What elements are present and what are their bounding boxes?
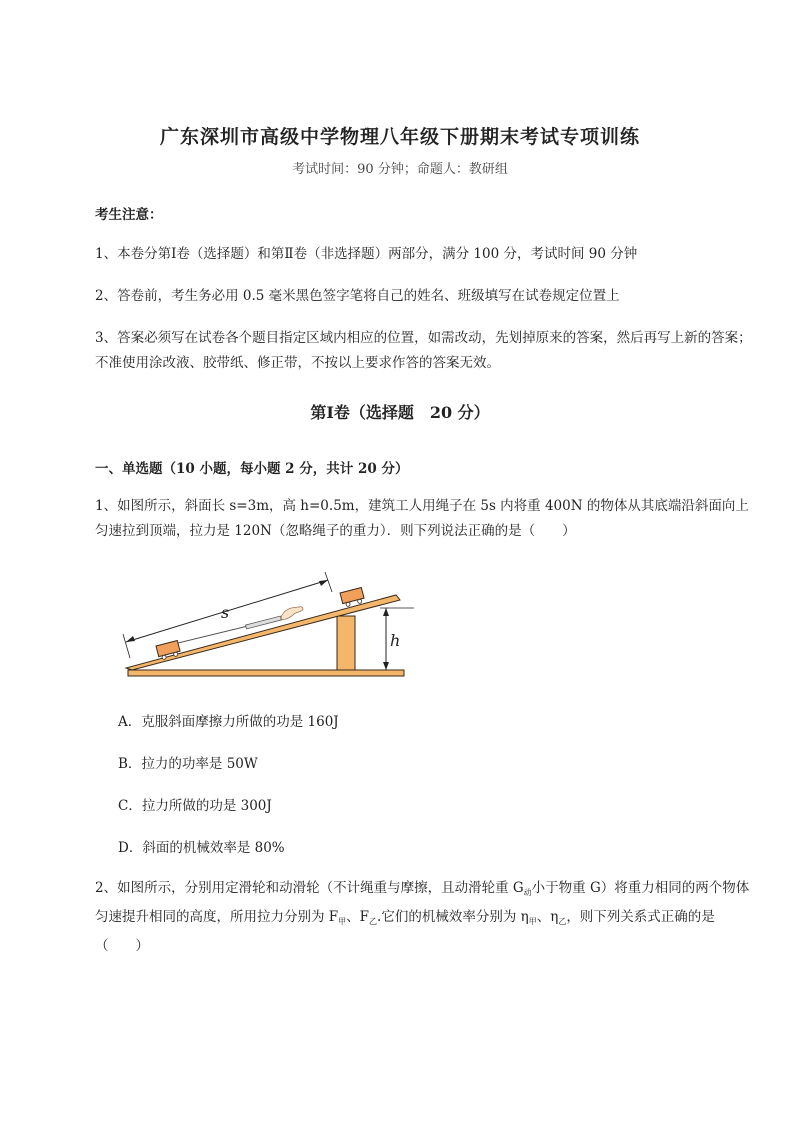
notice-item-2: 2、答卷前，考生务必用 0.5 毫米黑色签字笔将自己的姓名、班级填写在试卷规定位置上 bbox=[95, 288, 620, 304]
hand bbox=[279, 605, 304, 620]
notice-item-1: 1、本卷分第Ⅰ卷（选择题）和第Ⅱ卷（非选择题）两部分，满分 100 分，考试时间 90 分钟 bbox=[95, 246, 638, 262]
q1-option-a[interactable]: A．克服斜面摩擦力所做的功是 160J bbox=[118, 714, 339, 730]
q1-option-b[interactable]: B．拉力的功率是 50W bbox=[118, 756, 258, 772]
question-1-stem: 1、如图所示，斜面长 s=3m，高 h=0.5m，建筑工人用绳子在 5s 内将重 400N 的物体从其底端沿斜面向上匀速拉到顶端，拉力是 120N（忽略绳子的重力）．则下列说法正确的是（ ） bbox=[95, 498, 749, 539]
q1-option-c[interactable]: C．拉力所做的功是 300J bbox=[118, 798, 272, 814]
support-post bbox=[337, 616, 355, 670]
incline-plank bbox=[126, 595, 400, 670]
q1-option-d[interactable]: D．斜面的机械效率是 80% bbox=[118, 840, 285, 856]
inclined-plane-figure bbox=[118, 570, 418, 682]
notice-heading: 考生注意： bbox=[95, 207, 163, 223]
question-2-stem: 2、如图所示，分别用定滑轮和动滑轮（不计绳重与摩擦，且动滑轮重 $G_动$小于物重 G）将重力相同的两个物体匀速提升相同的高度，所用拉力分别为 $F_甲$、$F_乙$.它们的机械效率分别为 $\eta_甲$、$\eta_乙$，则下列关系式正确的是（ ） bbox=[95, 880, 750, 954]
s-label: s bbox=[221, 603, 230, 622]
section-title: 第Ⅰ卷（选择题 20 分） bbox=[310, 403, 490, 422]
ground-base bbox=[128, 670, 404, 676]
notice-item-3: 3、答案必须写在试卷各个题目指定区域内相应的位置，如需改动，先划掉原来的答案，然后再写上新的答案；不准使用涂改液、胶带纸、修正带，不按以上要求作答的答案无效。 bbox=[95, 330, 752, 371]
h-label: h bbox=[390, 631, 401, 650]
exam-info: 考试时间：90 分钟；命题人：教研组 bbox=[292, 162, 508, 177]
question-type-heading: 一、单选题（10 小题，每小题 2 分，共计 20 分） bbox=[95, 461, 409, 477]
page-title: 广东深圳市高级中学物理八年级下册期末考试专项训练 bbox=[159, 126, 640, 148]
